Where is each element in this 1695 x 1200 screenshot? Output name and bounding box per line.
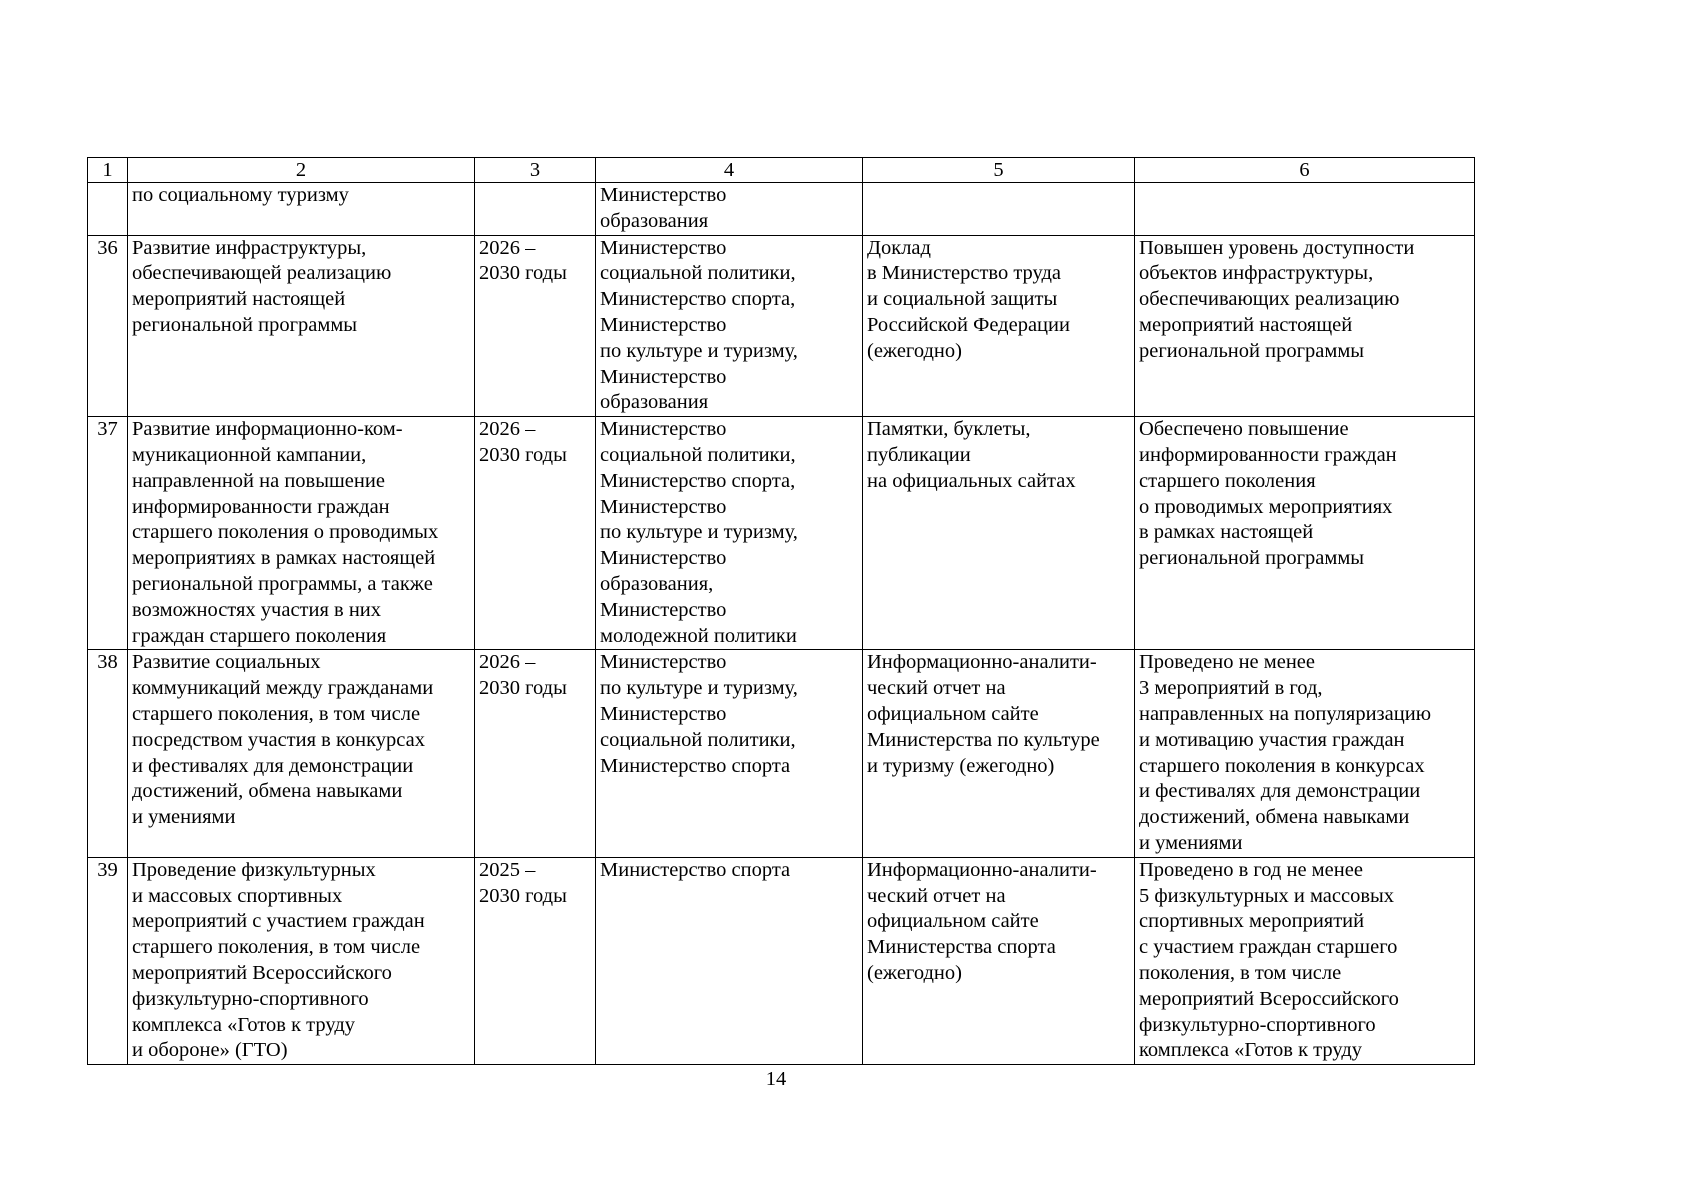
result-cell [1135, 183, 1475, 236]
row-number-cell: 36 [88, 235, 128, 417]
event-cell: Проведение физкультурных и массовых спортивных мероприятий с участием граждан старшего поколения, в том числе мероприятий Всероссийского физкультурно-спортивного комплекса «Готов к труду и обороне» (ГТО) [128, 857, 475, 1064]
executors-cell: Министерство социальной политики, Министерство спорта, Министерство по культуре и туризму, Министерство образования [596, 235, 863, 417]
period-cell: 2025 – 2030 годы [475, 857, 596, 1064]
column-header-executors: 4 [596, 158, 863, 183]
row-number-cell [88, 183, 128, 236]
period-cell: 2026 – 2030 годы [475, 650, 596, 857]
table-row [88, 235, 1475, 417]
column-header-event: 2 [128, 158, 475, 183]
row-number-cell: 38 [88, 650, 128, 857]
column-header-control-form: 5 [863, 158, 1135, 183]
executors-cell: Министерство образования [596, 183, 863, 236]
table-row [88, 417, 1475, 650]
table-row [88, 183, 1475, 236]
period-cell: 2026 – 2030 годы [475, 417, 596, 650]
control-form-cell: Доклад в Министерство труда и социальной защиты Российской Федерации (ежегодно) [863, 235, 1135, 417]
column-header-number: 1 [88, 158, 128, 183]
column-header-result: 6 [1135, 158, 1475, 183]
row-number-cell: 37 [88, 417, 128, 650]
control-form-cell [863, 183, 1135, 236]
executors-cell: Министерство спорта [596, 857, 863, 1064]
column-header-period: 3 [475, 158, 596, 183]
executors-cell: Министерство социальной политики, Министерство спорта, Министерство по культуре и туризму, Министерство образования, Министерство молодежной политики [596, 417, 863, 650]
control-form-cell: Информационно-аналити- ческий отчет на официальном сайте Министерства по культуре и туризму (ежегодно) [863, 650, 1135, 857]
result-cell: Повышен уровень доступности объектов инфраструктуры, обеспечивающих реализацию мероприятий настоящей региональной программы [1135, 235, 1475, 417]
table-header-row [88, 158, 1475, 183]
executors-cell: Министерство по культуре и туризму, Министерство социальной политики, Министерство спорта [596, 650, 863, 857]
program-table [87, 157, 1475, 1065]
table-row [88, 650, 1475, 857]
table-row [88, 857, 1475, 1064]
control-form-cell: Памятки, буклеты, публикации на официальных сайтах [863, 417, 1135, 650]
result-cell: Проведено не менее 3 мероприятий в год, направленных на популяризацию и мотивацию участия граждан старшего поколения в конкурсах и фестивалях для демонстрации достижений, обмена навыками и умениями [1135, 650, 1475, 857]
period-cell: 2026 – 2030 годы [475, 235, 596, 417]
control-form-cell: Информационно-аналити- ческий отчет на официальном сайте Министерства спорта (ежегодно) [863, 857, 1135, 1064]
event-cell: Развитие инфраструктуры, обеспечивающей реализацию мероприятий настоящей региональной программы [128, 235, 475, 417]
row-number-cell: 39 [88, 857, 128, 1064]
event-cell: Развитие социальных коммуникаций между гражданами старшего поколения, в том числе посредством участия в конкурсах и фестивалях для демонстрации достижений, обмена навыками и умениями [128, 650, 475, 857]
period-cell [475, 183, 596, 236]
result-cell: Проведено в год не менее 5 физкультурных и массовых спортивных мероприятий с участием граждан старшего поколения, в том числе мероприятий Всероссийского физкультурно-спортивного комплекса «Готов к труду [1135, 857, 1475, 1064]
result-cell: Обеспечено повышение информированности граждан старшего поколения о проводимых мероприятиях в рамках настоящей региональной программы [1135, 417, 1475, 650]
event-cell: по социальному туризму [128, 183, 475, 236]
page-number: 14 [765, 1068, 787, 1090]
event-cell: Развитие информационно-ком- муникационной кампании, направленной на повышение информированности граждан старшего поколения о проводимых мероприятиях в рамках настоящей региональной программы, а также возможностях участия в них граждан старшего поколения [128, 417, 475, 650]
